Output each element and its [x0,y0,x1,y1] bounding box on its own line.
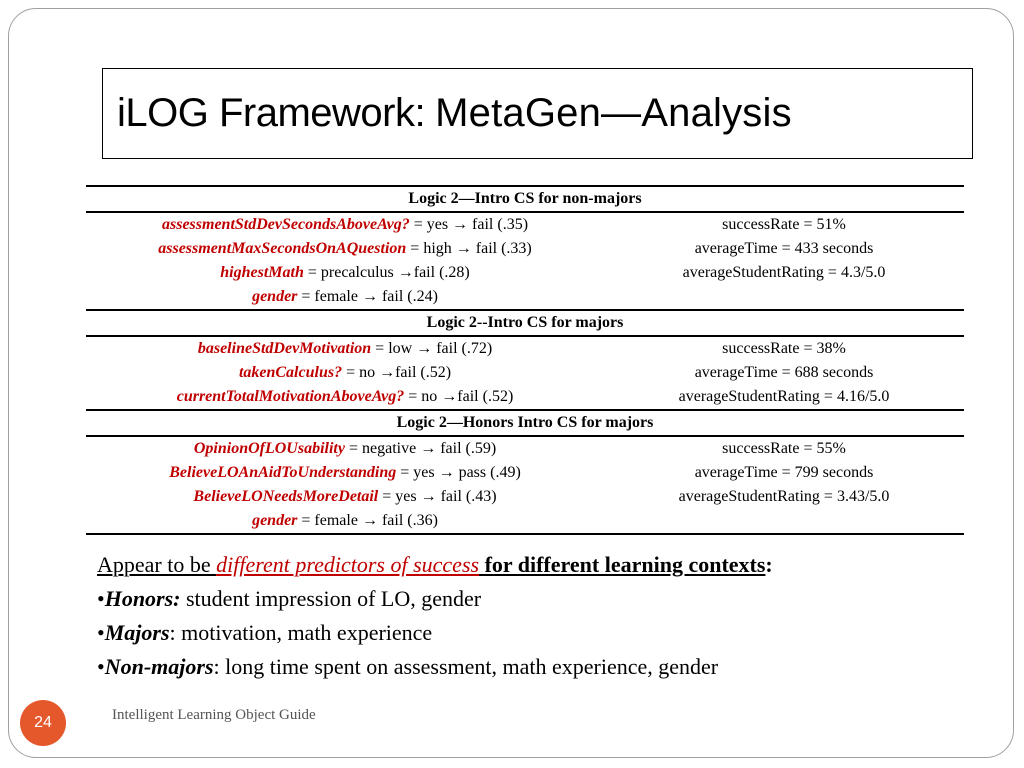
predictor-name: baselineStdDevMotivation [197,340,372,357]
section-heading: Logic 2—Intro CS for non-majors [86,186,964,212]
bullet-text: : motivation, math experience [169,620,433,645]
rule-text: = high → fail (.33) [406,240,532,257]
headline-part3: for different learning contexts [479,552,766,577]
stat-cell: averageTime = 799 seconds [694,464,874,481]
stat-cell: successRate = 55% [722,440,846,457]
slide-title [102,68,973,159]
table-row [86,385,964,410]
bullet-item [97,582,977,616]
section-heading-row [86,186,964,212]
rule-cell [86,361,604,385]
predictor-name: gender [252,512,298,529]
table-row [86,285,964,310]
predictor-name: OpinionOfLOUsability [193,440,345,457]
results-table [86,185,964,535]
page-number: 24 [20,700,66,746]
predictor-name: currentTotalMotivationAboveAvg? [176,388,405,405]
stat-cell: averageStudentRating = 4.16/5.0 [678,388,890,405]
predictor-name: BelieveLOAnAidToUnderstanding [169,464,397,481]
predictor-name: BelieveLONeedsMoreDetail [193,488,379,505]
rule-cell [86,285,604,310]
stat-cell: averageStudentRating = 3.43/5.0 [678,488,890,505]
rule-cell [86,461,604,485]
bullet-text: student impression of LO, gender [180,586,482,611]
footer-text: Intelligent Learning Object Guide [112,707,316,723]
bullet-icon: • [97,620,105,645]
headline-part1: Appear to be [97,552,217,577]
bullet-item [97,616,977,650]
section-heading: Logic 2--Intro CS for majors [86,310,964,336]
stat-cell [604,509,964,534]
stat-cell: successRate = 51% [722,216,846,233]
bullet-label: Non-majors [104,654,214,679]
bullet-label: Honors: [104,586,181,611]
stat-cell: successRate = 38% [722,340,846,357]
rule-text: = female → fail (.36) [297,512,438,529]
rule-cell [86,237,604,261]
predictor-name: assessmentMaxSecondsOnAQuestion [158,240,407,257]
section-heading-row [86,310,964,336]
predictor-name: gender [252,288,298,305]
bullet-label: Majors [104,620,170,645]
table-row [86,237,964,261]
rule-text: = low → fail (.72) [371,340,493,357]
table-row [86,461,964,485]
rule-cell [86,385,604,410]
section-heading: Logic 2—Honors Intro CS for majors [86,410,964,436]
rule-text: = female → fail (.24) [297,288,438,305]
bullet-text: : long time spent on assessment, math experience, gender [213,654,719,679]
headline-colon: : [765,552,773,577]
table-row [86,261,964,285]
bullet-icon: • [97,586,105,611]
table-row [86,485,964,509]
predictor-name: takenCalculus? [238,364,343,381]
rule-text: = no →fail (.52) [404,388,514,405]
bullet-icon: • [97,654,105,679]
headline-highlight: different predictors of success [216,552,480,577]
rule-cell [86,509,604,534]
section-heading-row [86,410,964,436]
stat-cell [604,285,964,310]
stat-cell: averageStudentRating = 4.3/5.0 [682,264,886,281]
rule-text: = yes → fail (.43) [378,488,497,505]
summary-block [97,548,977,684]
title-rest: MetaGen—Analysis [435,91,792,135]
table-row [86,436,964,461]
table-row [86,336,964,361]
rule-cell [86,261,604,285]
rule-cell [86,436,604,461]
rule-text: = no →fail (.52) [342,364,452,381]
stat-cell: averageTime = 688 seconds [694,364,874,381]
rule-cell [86,212,604,237]
stat-cell: averageTime = 433 seconds [694,240,874,257]
rule-text: = yes → fail (.35) [409,216,529,233]
table-row [86,509,964,534]
title-bold: iLOG Framework: [117,91,426,135]
rule-cell [86,485,604,509]
bullet-item [97,650,977,684]
predictor-name: highestMath [220,264,304,281]
table-row [86,361,964,385]
rule-text: = precalculus →fail (.28) [303,264,470,281]
summary-headline [97,548,977,582]
table-row [86,212,964,237]
predictor-name: assessmentStdDevSecondsAboveAvg? [162,216,410,233]
rule-text: = negative → fail (.59) [344,440,497,457]
rule-cell [86,336,604,361]
rule-text: = yes → pass (.49) [396,464,521,481]
